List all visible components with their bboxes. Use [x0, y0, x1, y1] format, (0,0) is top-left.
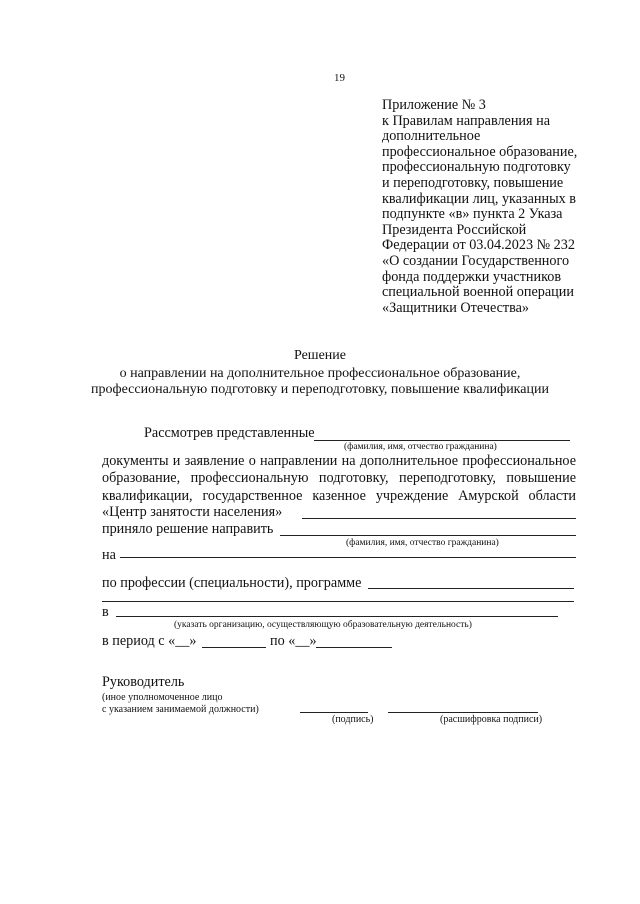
profession-label: по профессии (специальности), программе: [102, 575, 362, 591]
period-to-label: по «__»: [270, 633, 317, 649]
appendix-line: Президента Российской: [382, 221, 527, 238]
fio-field-1: [314, 440, 570, 441]
appendix-line: к Правилам направления на: [382, 112, 550, 129]
head-hint: с указанием занимаемой должности): [102, 704, 259, 715]
signature-field: [300, 712, 368, 713]
decision-subtitle-line: о направлении на дополнительное профессиональное образование,: [119, 366, 521, 381]
on-label: на: [102, 547, 116, 563]
signature-decode-field: [388, 712, 538, 713]
organization-field: [116, 616, 558, 617]
appendix-line: «О создании Государственного: [382, 252, 570, 269]
appendix-line: фонда поддержки участников: [382, 268, 562, 285]
fio-hint-2: (фамилия, имя, отчество гражданина): [346, 538, 499, 548]
profession-field: [368, 588, 574, 589]
appendix-line: Приложение № 3: [382, 97, 486, 113]
page-number: 19: [334, 72, 345, 84]
head-hint: (иное уполномоченное лицо: [102, 692, 223, 703]
considered-label: Рассмотрев представленные: [144, 425, 315, 441]
appendix-line: квалификации лиц, указанных в: [382, 190, 576, 207]
appendix-block: [382, 98, 612, 316]
period-from-label: в период с «__»: [102, 633, 197, 649]
appendix-line: подпункте «в» пункта 2 Указа: [382, 206, 563, 223]
signature-decode-hint: (расшифровка подписи): [440, 714, 543, 725]
body-line: документы и заявление о направлении на дополнительное профессиональное: [102, 453, 576, 469]
appendix-line: профессиональную подготовку: [382, 159, 571, 176]
appendix-line: дополнительное: [382, 128, 481, 145]
center-field: [302, 518, 576, 519]
appendix-line: специальной военной операции: [382, 284, 574, 301]
in-label: в: [102, 604, 109, 620]
org-hint: (указать организацию, осуществляющую образовательную деятельность): [174, 620, 472, 630]
head-label: Руководитель: [102, 674, 185, 690]
body-line: «Центр занятости населения»: [102, 504, 283, 520]
appendix-line: профессиональное образование,: [382, 143, 578, 160]
appendix-line: и переподготовку, повышение: [382, 174, 564, 191]
decided-label: приняло решение направить: [102, 521, 274, 537]
body-line: образование, профессиональную подготовку, переподготовку, повышение: [102, 470, 576, 486]
profession-field-extra: [102, 601, 574, 602]
decision-title: Решение: [293, 348, 346, 363]
course-field: [120, 557, 576, 558]
period-from-field: [202, 647, 266, 648]
signature-hint: (подпись): [332, 714, 374, 725]
appendix-line: Федерации от 03.04.2023 № 232: [382, 237, 575, 254]
decision-subtitle-line: профессиональную подготовку и переподготовку, повышение квалификации: [91, 382, 549, 397]
fio-field-2: [280, 535, 576, 536]
body-line: квалификации, государственное казенное учреждение Амурской области: [102, 488, 576, 504]
appendix-line: «Защитники Отечества»: [382, 299, 530, 316]
period-to-field: [316, 647, 392, 648]
fio-hint-1: (фамилия, имя, отчество гражданина): [344, 442, 497, 452]
